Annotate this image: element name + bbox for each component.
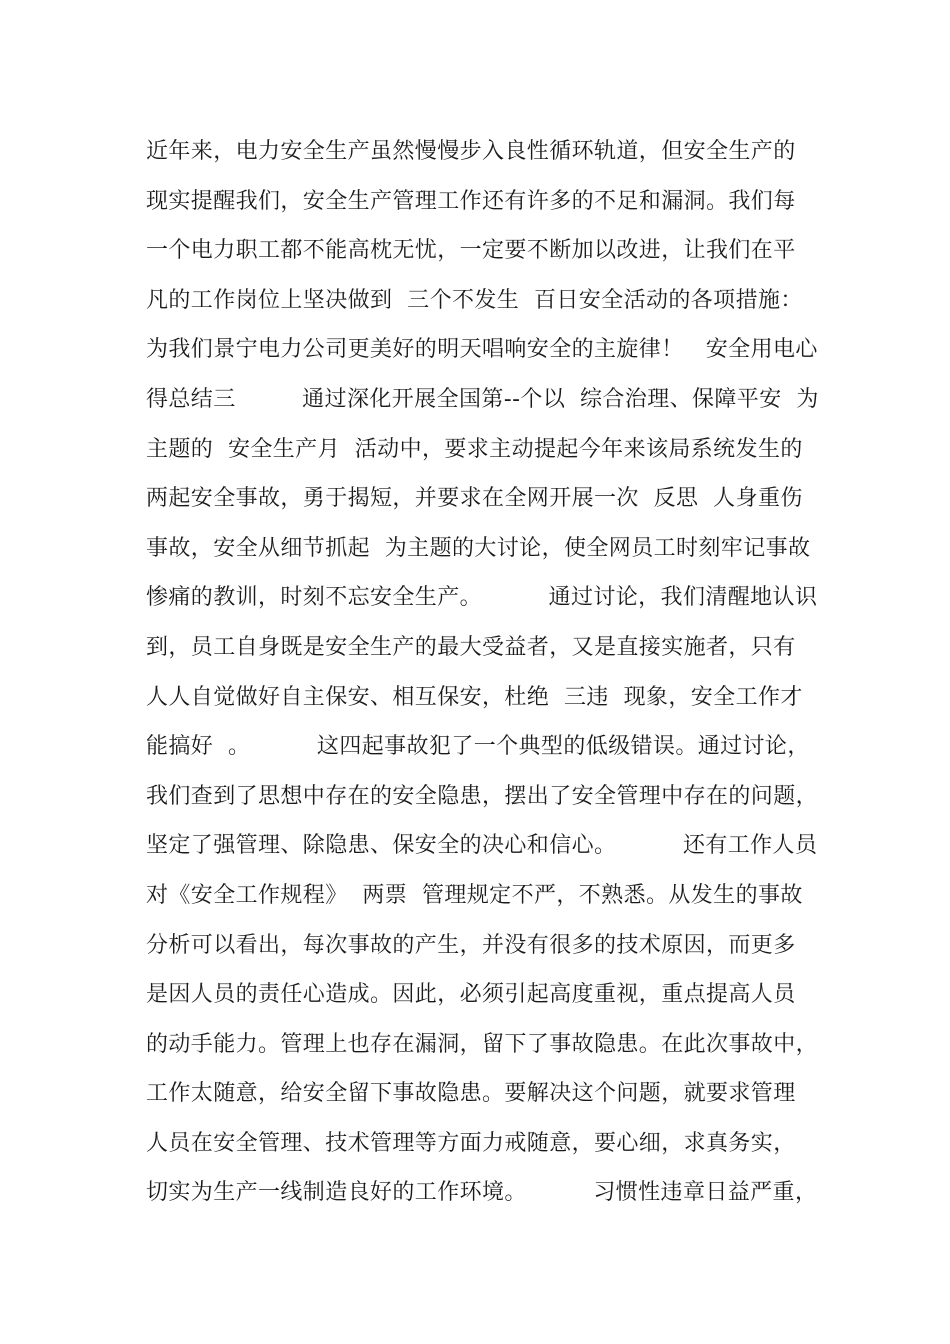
text-line: 两起安全事故，勇于揭短，并要求在全网开展一次 反思 人身重伤 <box>146 486 803 512</box>
text-line: 切实为生产一线制造良好的工作环境。 习惯性违章日益严重， <box>146 1180 818 1206</box>
text-line: 得总结三 通过深化开展全国第--个以 综合治理、保障平安 为 <box>146 386 819 412</box>
text-line: 是因人员的责任心造成。因此，必须引起高度重视，重点提高人员 <box>146 982 796 1008</box>
text-line: 事故，安全从细节抓起 为主题的大讨论，使全网员工时刻牢记事故 <box>146 535 811 561</box>
text-line: 一个电力职工都不能高枕无忧，一定要不断加以改进，让我们在平 <box>146 238 796 264</box>
text-line: 能搞好 。 这四起事故犯了一个典型的低级错误。通过讨论， <box>146 734 810 760</box>
text-line: 惨痛的教训，时刻不忘安全生产。 通过讨论，我们清醒地认识 <box>146 585 818 611</box>
text-line: 对《安全工作规程》 两票 管理规定不严，不熟悉。从发生的事故 <box>146 882 803 908</box>
text-line: 人人自觉做好自主保安、相互保安，杜绝 三违 现象，安全工作才 <box>146 684 803 710</box>
text-line: 到，员工自身既是安全生产的最大受益者，又是直接实施者，只有 <box>146 634 796 660</box>
text-line: 分析可以看出，每次事故的产生，并没有很多的技术原因，而更多 <box>146 932 796 958</box>
text-line: 现实提醒我们，安全生产管理工作还有许多的不足和漏洞。我们每 <box>146 188 796 214</box>
text-line: 凡的工作岗位上坚决做到 三个不发生 百日安全活动的各项措施： <box>146 287 803 313</box>
text-line: 坚定了强管理、除隐患、保安全的决心和信心。 还有工作人员 <box>146 833 818 859</box>
text-line: 为我们景宁电力公司更美好的明天唱响安全的主旋律！ 安全用电心 <box>146 337 818 363</box>
body-text <box>146 134 826 1225</box>
text-line: 近年来，电力安全生产虽然慢慢步入良性循环轨道，但安全生产的 <box>146 139 796 164</box>
text-line: 人员在安全管理、技术管理等方面力戒随意，要心细，求真务实， <box>146 1130 796 1156</box>
text-line: 工作太随意，给安全留下事故隐患。要解决这个问题，就要求管理 <box>146 1081 796 1107</box>
text-line: 的动手能力。管理上也存在漏洞，留下了事故隐患。在此次事故中， <box>146 1031 819 1057</box>
text-line: 主题的 安全生产月 活动中，要求主动提起今年来该局系统发生的 <box>146 436 803 462</box>
text-line: 我们查到了思想中存在的安全隐患，摆出了安全管理中存在的问题， <box>146 783 819 809</box>
